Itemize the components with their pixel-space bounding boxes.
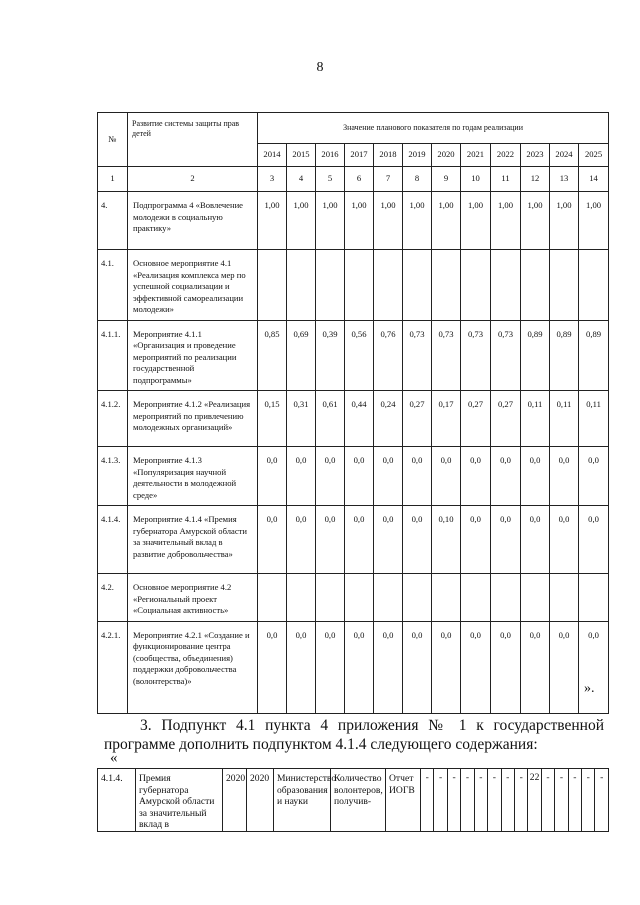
subitem-code: 4.1.4. [98, 769, 136, 832]
column-values-header: Значение планового показателя по годам реализации [258, 113, 609, 144]
year-value-cell: - [595, 769, 608, 832]
value-cell [287, 574, 316, 622]
value-cell: 0,0 [374, 621, 403, 713]
year-header: 2020 [432, 144, 461, 167]
year-header: 2016 [316, 144, 345, 167]
value-cell: 0,0 [521, 447, 550, 506]
year-value-cell: - [434, 769, 447, 832]
value-cell [521, 250, 550, 321]
value-cell [491, 574, 521, 622]
value-cell: 0,89 [579, 320, 609, 391]
value-cell [374, 574, 403, 622]
column-index: 3 [258, 167, 287, 192]
year-header: 2022 [491, 144, 521, 167]
value-cell: 1,00 [550, 192, 579, 250]
value-cell [345, 250, 374, 321]
column-description-header: Развитие системы защиты прав детей [128, 113, 258, 167]
value-cell: 0,0 [345, 506, 374, 574]
value-cell: 0,27 [491, 391, 521, 447]
value-cell: 0,0 [461, 621, 491, 713]
value-cell: 0,0 [550, 506, 579, 574]
year-value-cell: - [447, 769, 460, 832]
value-cell: 0,31 [287, 391, 316, 447]
value-cell: 0,0 [316, 506, 345, 574]
amendment-paragraph: 3. Подпункт 4.1 пункта 4 приложения № 1 к государственной программе дополнить подпунктом 4.1.4 следующего содержания: [104, 717, 604, 753]
value-cell [316, 250, 345, 321]
value-cell [579, 250, 609, 321]
value-cell: 0,76 [374, 320, 403, 391]
value-cell: 0,73 [432, 320, 461, 391]
value-cell: 0,0 [345, 447, 374, 506]
value-cell: 1,00 [374, 192, 403, 250]
numbering-row [98, 167, 609, 192]
value-cell [287, 250, 316, 321]
value-cell: 0,11 [521, 391, 550, 447]
year-value-cell: 22 [528, 769, 541, 832]
row-code: 4.2. [98, 574, 128, 622]
column-index: 8 [403, 167, 432, 192]
year-header: 2023 [521, 144, 550, 167]
value-cell: 0,89 [550, 320, 579, 391]
year-value-cell: - [555, 769, 568, 832]
value-cell: 0,0 [432, 621, 461, 713]
row-description: Мероприятие 4.1.3 «Популяризация научной деятельности в молодежной среде» [128, 447, 258, 506]
year-header: 2014 [258, 144, 287, 167]
value-cell [521, 574, 550, 622]
value-cell: 0,17 [432, 391, 461, 447]
column-index: 13 [550, 167, 579, 192]
value-cell: 0,0 [374, 447, 403, 506]
value-cell [491, 250, 521, 321]
row-code: 4.2.1. [98, 621, 128, 713]
row-description: Мероприятие 4.1.2 «Реализация мероприятий по привлечению молодежных организаций» [128, 391, 258, 447]
row-code: 4.1.4. [98, 506, 128, 574]
value-cell: 0,0 [258, 447, 287, 506]
value-cell [316, 574, 345, 622]
value-cell: 0,0 [258, 621, 287, 713]
row-code: 4. [98, 192, 128, 250]
column-index: 11 [491, 167, 521, 192]
indicator: Количество волонтеров, получив- [331, 769, 386, 832]
value-cell: 0,24 [374, 391, 403, 447]
year-value-cell: - [582, 769, 595, 832]
value-cell: 0,0 [374, 506, 403, 574]
value-cell: 0,0 [550, 447, 579, 506]
subitem-name: Премия губернатора Амурской области за значительный вклад в [136, 769, 223, 832]
value-cell: 0,0 [345, 621, 374, 713]
value-cell: 1,00 [461, 192, 491, 250]
value-cell: 0,0 [491, 621, 521, 713]
column-index: 12 [521, 167, 550, 192]
value-cell: 1,00 [491, 192, 521, 250]
value-cell: 0,0 [258, 506, 287, 574]
year-value-cell: - [461, 769, 474, 832]
value-cell: 0,0 [579, 621, 609, 713]
value-cell: 0,15 [258, 391, 287, 447]
row-code: 4.1. [98, 250, 128, 321]
executor: Министерство образования и науки [274, 769, 331, 832]
value-cell: 0,27 [403, 391, 432, 447]
table-row [98, 769, 609, 832]
value-cell [550, 250, 579, 321]
column-index: 5 [316, 167, 345, 192]
column-index: 6 [345, 167, 374, 192]
value-cell: 1,00 [432, 192, 461, 250]
value-cell [374, 250, 403, 321]
value-cell: 0,0 [287, 447, 316, 506]
value-cell [258, 250, 287, 321]
value-cell: 0,0 [403, 621, 432, 713]
column-index: 1 [98, 167, 128, 192]
value-cell: 1,00 [287, 192, 316, 250]
value-cell: 0,56 [345, 320, 374, 391]
value-cell: 0,73 [461, 320, 491, 391]
value-cell: 0,11 [550, 391, 579, 447]
value-cell [579, 574, 609, 622]
year-value-cell: - [501, 769, 514, 832]
source: Отчет ИОГВ [386, 769, 421, 832]
header-row [98, 113, 609, 144]
table-row [98, 447, 609, 506]
value-cell: 0,0 [579, 447, 609, 506]
row-description: Основное мероприятие 4.1 «Реализация комплекса мер по успешной социализации и эффективной самореализации молодежи» [128, 250, 258, 321]
value-cell: 0,44 [345, 391, 374, 447]
table-row [98, 506, 609, 574]
year-value-cell: - [421, 769, 434, 832]
column-index: 10 [461, 167, 491, 192]
value-cell: 0,73 [491, 320, 521, 391]
column-number-header: № [98, 113, 128, 167]
row-code: 4.1.2. [98, 391, 128, 447]
table-row [98, 391, 609, 447]
table-row [98, 250, 609, 321]
value-cell [432, 574, 461, 622]
value-cell: 0,0 [461, 447, 491, 506]
value-cell [550, 574, 579, 622]
indicator-table [97, 112, 609, 714]
value-cell: 0,0 [316, 621, 345, 713]
value-cell [461, 250, 491, 321]
table-row [98, 320, 609, 391]
value-cell: 0,0 [491, 447, 521, 506]
year-header: 2021 [461, 144, 491, 167]
value-cell: 0,0 [403, 447, 432, 506]
value-cell: 0,0 [521, 506, 550, 574]
row-description: Мероприятие 4.2.1 «Создание и функционирование центра (сообщества, объединения) поддержки добровольчества (волонтерства)» [128, 621, 258, 713]
value-cell [258, 574, 287, 622]
row-description: Подпрограмма 4 «Вовлечение молодежи в социальную практику» [128, 192, 258, 250]
table-row [98, 574, 609, 622]
year-value-cell: - [488, 769, 501, 832]
value-cell: 0,0 [461, 506, 491, 574]
value-cell [403, 574, 432, 622]
end-year: 2020 [247, 769, 274, 832]
row-code: 4.1.1. [98, 320, 128, 391]
closing-quote: ». [584, 681, 595, 696]
value-cell: 1,00 [258, 192, 287, 250]
year-header: 2024 [550, 144, 579, 167]
column-index: 14 [579, 167, 609, 192]
value-cell [432, 250, 461, 321]
value-cell: 0,0 [521, 621, 550, 713]
value-cell: 0,0 [579, 506, 609, 574]
value-cell: 0,61 [316, 391, 345, 447]
value-cell: 1,00 [345, 192, 374, 250]
start-year: 2020 [223, 769, 247, 832]
value-cell: 1,00 [316, 192, 345, 250]
column-index: 2 [128, 167, 258, 192]
value-cell [403, 250, 432, 321]
value-cell: 0,73 [403, 320, 432, 391]
row-description: Мероприятие 4.1.4 «Премия губернатора Амурской области за значительный вклад в развитие добровольчества» [128, 506, 258, 574]
value-cell: 0,69 [287, 320, 316, 391]
row-description: Мероприятие 4.1.1 «Организация и проведение мероприятий по реализации государственной подпрограммы» [128, 320, 258, 391]
table-row [98, 621, 609, 713]
year-header: 2025 [579, 144, 609, 167]
value-cell: 0,0 [432, 447, 461, 506]
row-code: 4.1.3. [98, 447, 128, 506]
value-cell: 0,10 [432, 506, 461, 574]
value-cell: 1,00 [521, 192, 550, 250]
column-index: 9 [432, 167, 461, 192]
value-cell [345, 574, 374, 622]
value-cell: 0,0 [287, 621, 316, 713]
value-cell: 1,00 [579, 192, 609, 250]
column-index: 7 [374, 167, 403, 192]
row-description: Основное мероприятие 4.2 «Региональный проект «Социальная активность» [128, 574, 258, 622]
year-value-cell: - [514, 769, 527, 832]
value-cell: 0,27 [461, 391, 491, 447]
value-cell: 0,0 [550, 621, 579, 713]
value-cell: 0,0 [403, 506, 432, 574]
year-value-cell: - [568, 769, 581, 832]
page-number: 8 [316, 60, 324, 75]
value-cell: 0,0 [316, 447, 345, 506]
year-header: 2015 [287, 144, 316, 167]
value-cell [461, 574, 491, 622]
new-subitem-table [97, 768, 609, 832]
year-header: 2019 [403, 144, 432, 167]
value-cell: 0,85 [258, 320, 287, 391]
year-header: 2018 [374, 144, 403, 167]
year-header: 2017 [345, 144, 374, 167]
value-cell: 0,0 [287, 506, 316, 574]
table-row [98, 192, 609, 250]
value-cell: 1,00 [403, 192, 432, 250]
value-cell: 0,89 [521, 320, 550, 391]
value-cell: 0,11 [579, 391, 609, 447]
value-cell: 0,0 [491, 506, 521, 574]
column-index: 4 [287, 167, 316, 192]
year-value-cell: - [474, 769, 487, 832]
year-value-cell: - [541, 769, 554, 832]
value-cell: 0,39 [316, 320, 345, 391]
opening-quote: « [110, 750, 118, 766]
